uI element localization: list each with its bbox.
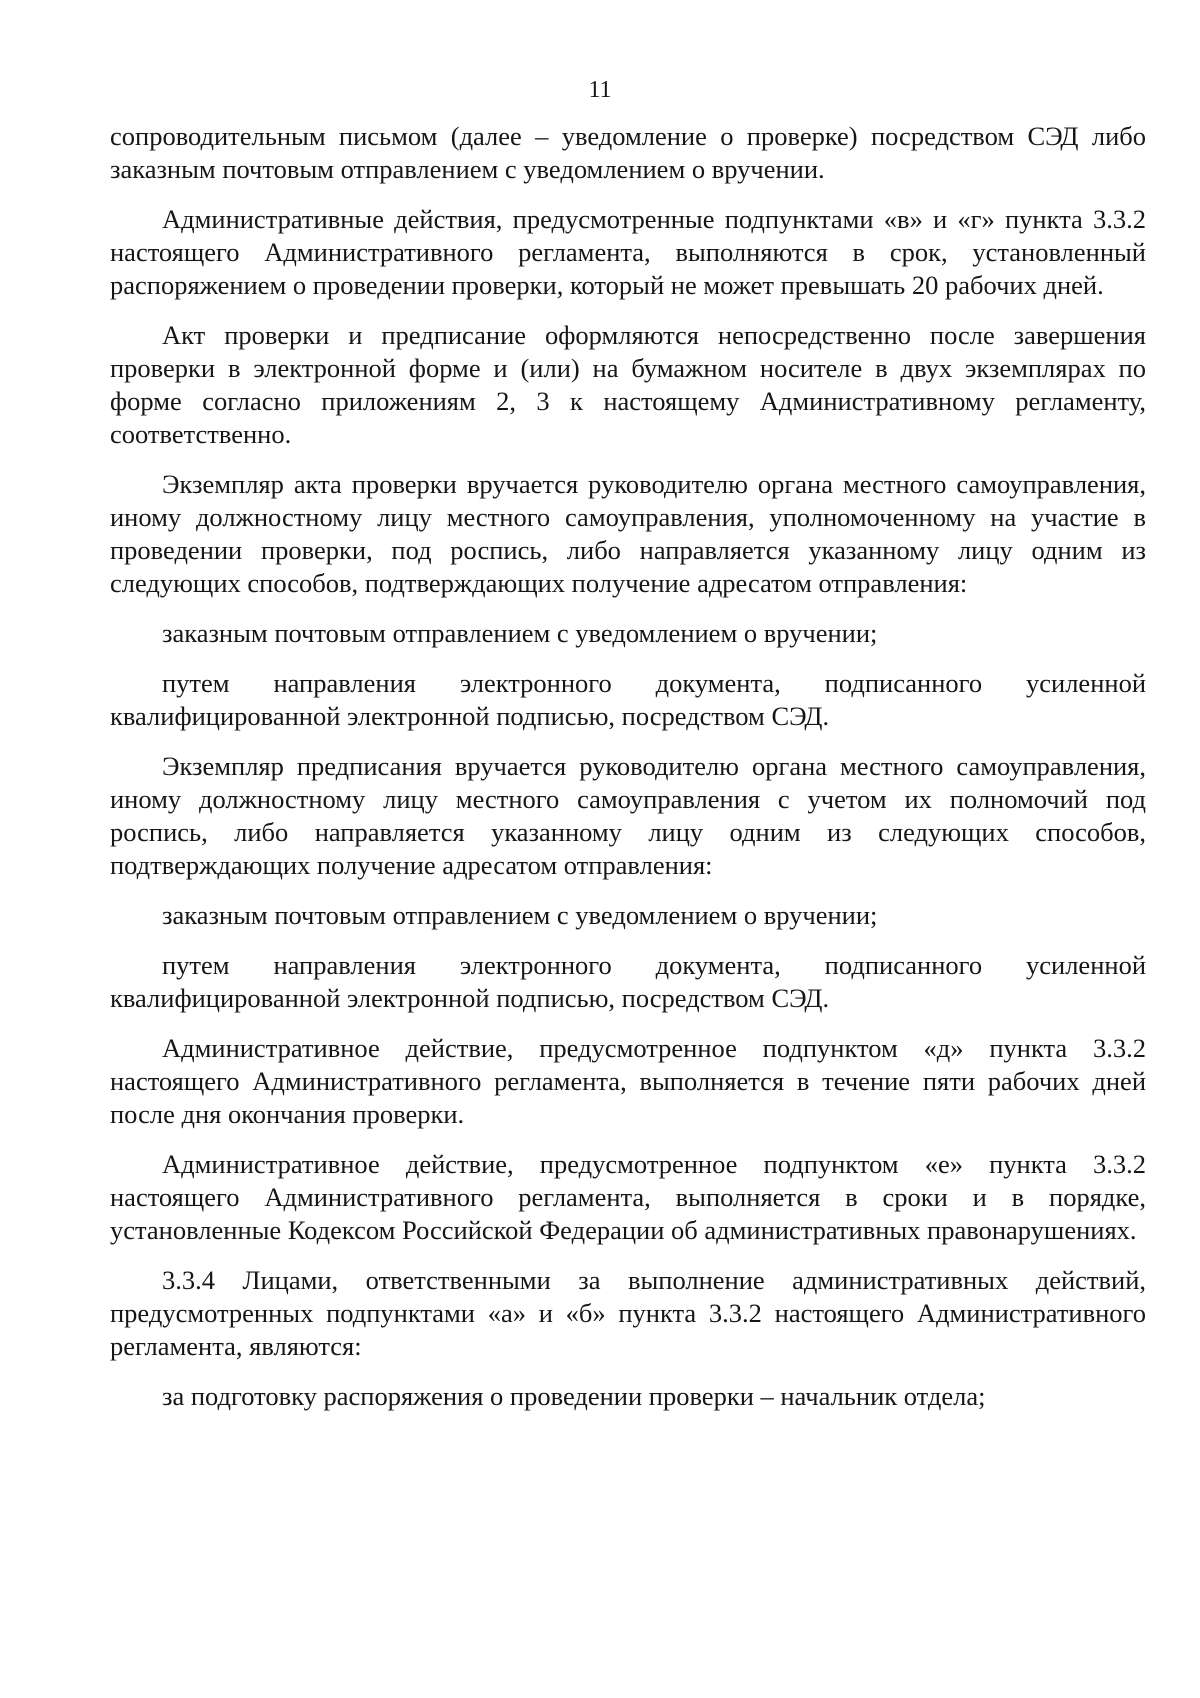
- paragraph-electronic-doc-2: путем направления электронного документа, подписанного усиленной квалифицированной электронной подписью, посредством СЭД.: [110, 950, 1146, 1013]
- document-body: [110, 120, 1146, 1430]
- paragraph-deadline-v-g: Административные действия, предусмотренные подпунктами «в» и «г» пункта 3.3.2 настоящего Административного регламента, выполняются в срок, установленный распоряжением о проведении проверки, который не может превышать 20 рабочих дней.: [110, 204, 1146, 300]
- paragraph-action-d: Административное действие, предусмотренное подпунктом «д» пункта 3.3.2 настоящего Административного регламента, выполняется в течение пяти рабочих дней после дня окончания проверки.: [110, 1033, 1146, 1129]
- paragraph-3-3-4: 3.3.4 Лицами, ответственными за выполнение административных действий, предусмотренных подпунктами «а» и «б» пункта 3.3.2 настоящего Административного регламента, являются:: [110, 1265, 1146, 1361]
- paragraph-continuation: сопроводительным письмом (далее – уведомление о проверке) посредством СЭД либо заказным почтовым отправлением с уведомлением о вручении.: [110, 121, 1146, 184]
- paragraph-order-copy-delivery: Экземпляр предписания вручается руководителю органа местного самоуправления, иному должностному лицу местного самоуправления с учетом их полномочий под роспись, либо направляется указанному лицу одним из следующих способов, подтверждающих получение адресатом отправления:: [110, 751, 1146, 880]
- paragraph-act-and-order: Акт проверки и предписание оформляются непосредственно после завершения проверки в электронной форме и (или) на бумажном носителе в двух экземплярах по форме согласно приложениям 2, 3 к настоящему Административному регламенту, соответственно.: [110, 320, 1146, 449]
- paragraph-registered-mail-1: заказным почтовым отправлением с уведомлением о вручении;: [162, 618, 878, 648]
- paragraph-act-copy-delivery: Экземпляр акта проверки вручается руководителю органа местного самоуправления, иному должностному лицу местного самоуправления, уполномоченному на участие в проведении проверки, под роспись, либо направляется указанному лицу одним из следующих способов, подтверждающих получение адресатом отправления:: [110, 469, 1146, 598]
- paragraph-electronic-doc-1: путем направления электронного документа, подписанного усиленной квалифицированной электронной подписью, посредством СЭД.: [110, 668, 1146, 731]
- paragraph-action-e: Административное действие, предусмотренное подпунктом «е» пункта 3.3.2 настоящего Административного регламента, выполняется в сроки и в порядке, установленные Кодексом Российской Федерации об административных правонарушениях.: [110, 1149, 1146, 1245]
- page-number: 11: [588, 77, 612, 103]
- paragraph-registered-mail-2: заказным почтовым отправлением с уведомлением о вручении;: [162, 900, 878, 930]
- paragraph-order-preparation: за подготовку распоряжения о проведении проверки – начальник отдела;: [162, 1381, 986, 1411]
